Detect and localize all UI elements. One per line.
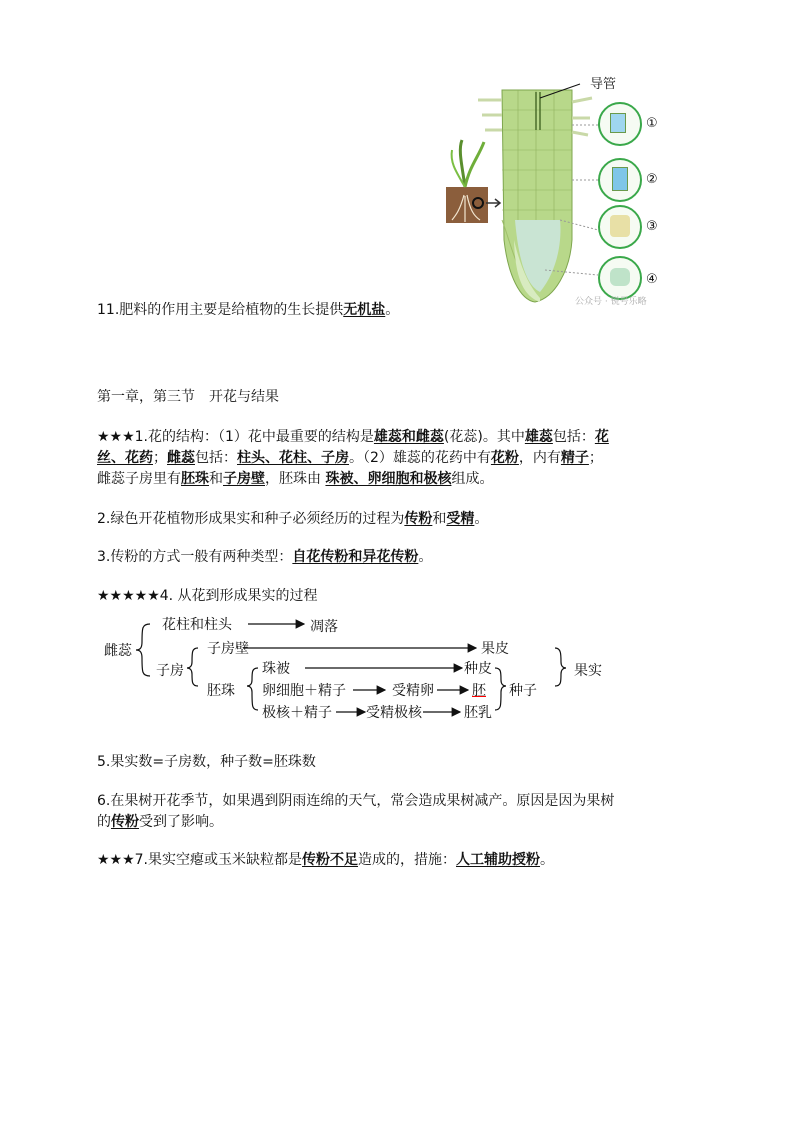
node-huazhu: 花柱和柱头 <box>162 617 232 633</box>
chapter-title: 第一章，第三节 开花与结果 <box>97 389 279 405</box>
q3-post: 。 <box>418 549 433 565</box>
q5: 5.果实数=子房数，种子数=胚珠数 <box>97 754 316 770</box>
node-zifang: 子房 <box>156 663 184 679</box>
q1-l3-mid1: 和 <box>209 471 223 487</box>
circle-label-3: ③ <box>646 219 658 234</box>
q1-l3-mid2: ，胚珠由 <box>265 471 326 487</box>
node-jihe: 极核＋精子 <box>262 705 332 721</box>
node-diaoluo: 凋落 <box>310 619 338 635</box>
q1-l1-mid1: (花蕊)。其中 <box>443 429 525 445</box>
root-tip-figure <box>440 70 680 310</box>
node-zhongpi: 种皮 <box>464 661 492 677</box>
q1-l3-b1: 胚珠 <box>181 471 209 487</box>
cell-circle-3 <box>598 205 642 249</box>
node-peiru: 胚乳 <box>464 705 492 721</box>
flower-to-fruit-diagram <box>100 612 660 722</box>
item-11 <box>97 300 399 320</box>
q1-l1-mid2: 包括： <box>552 429 595 445</box>
q1-l3-pre: 雌蕊子房里有 <box>97 471 181 487</box>
q2-mid1: 和 <box>432 511 447 527</box>
q6-line2 <box>97 812 223 832</box>
watermark: 公众号 · 锐号乐略 <box>575 297 647 307</box>
node-shoujingjihe: 受精极核 <box>366 705 422 721</box>
q7-mid1: 造成的，措施： <box>358 852 457 868</box>
cell-circle-2 <box>598 158 642 202</box>
q1-l1-b2: 雄蕊 <box>524 429 553 445</box>
node-cixin: 雌蕊 <box>104 643 132 659</box>
q1-l2-b5: 精子 <box>560 450 589 466</box>
q2-pre: 2.绿色开花植物形成果实和种子必须经历的过程为 <box>97 511 405 527</box>
q6-line1: 6.在果树开花季节，如果遇到阴雨连绵的天气，常会造成果树减产。原因是因为果树 <box>97 793 615 809</box>
q1-line1 <box>97 427 609 447</box>
q3-b1: 自花传粉和异花传粉 <box>292 549 419 565</box>
item-11-end: 。 <box>385 302 400 318</box>
q4-title: ★★★★★4. 从花到形成果实的过程 <box>97 588 318 604</box>
q1-l2-mid3: 。（2）雄蕊的花药中有 <box>349 450 491 466</box>
q7 <box>97 850 554 870</box>
circle-label-2: ② <box>646 172 658 187</box>
q1-line3 <box>97 469 493 489</box>
q1-l3-b2: 子房壁 <box>223 471 265 487</box>
q1-l2-b3: 柱头、花柱、子房 <box>237 450 349 466</box>
label-daoguan: 导管 <box>590 77 617 92</box>
q1-l2-post: ； <box>588 450 603 466</box>
item-11-text: 11.肥料的作用主要是给植物的生长提供 <box>97 302 344 318</box>
q1-l1-pre: ★★★1.花的结构：（1）花中最重要的结构是 <box>97 429 374 445</box>
q1-l1-b1: 雄蕊和雌蕊 <box>373 429 444 445</box>
node-zifangbi: 子房壁 <box>207 641 249 657</box>
node-guopi: 果皮 <box>481 641 509 657</box>
node-zhubei: 珠被 <box>262 661 290 677</box>
q1-l1-b3: 花 <box>594 429 609 445</box>
node-luanxibao: 卵细胞＋精子 <box>262 683 346 699</box>
q7-post: 。 <box>540 852 555 868</box>
q7-b1: 传粉不足 <box>302 852 359 868</box>
q1-l3-b3: 珠被、卵细胞和极核 <box>325 471 452 487</box>
q2-post: 。 <box>474 511 489 527</box>
q6-b1: 传粉 <box>111 814 139 830</box>
q6-pre2: 的 <box>97 814 111 830</box>
node-pei: 胚 <box>472 683 486 699</box>
node-guoshi: 果实 <box>574 663 602 679</box>
q2-b1: 传粉 <box>404 511 433 527</box>
q1-l2-mid2: 包括： <box>195 450 237 466</box>
q1-l2-mid4: ，内有 <box>518 450 561 466</box>
q7-pre: ★★★7.果实空瘪或玉米缺粒都是 <box>97 852 303 868</box>
q6-post2: 受到了影响。 <box>139 814 223 830</box>
q1-line2 <box>97 448 603 468</box>
q2-b2: 受精 <box>446 511 475 527</box>
q1-l2-b1: 丝、花药 <box>97 450 153 466</box>
cell-circle-1 <box>598 102 642 146</box>
q1-l2-b4: 花粉 <box>490 450 519 466</box>
circle-label-1: ① <box>646 116 658 131</box>
q7-b2: 人工辅助授粉 <box>456 852 541 868</box>
item-11-answer: 无机盐 <box>343 302 386 318</box>
circle-label-4: ④ <box>646 272 658 287</box>
q1-l3-post: 组成。 <box>451 471 494 487</box>
node-shoujingluan: 受精卵 <box>392 683 434 699</box>
q1-l2-b2: 雌蕊 <box>167 450 195 466</box>
node-pizhu: 胚珠 <box>207 683 235 699</box>
node-zhongzi: 种子 <box>509 683 537 699</box>
q3-pre: 3.传粉的方式一般有两种类型： <box>97 549 293 565</box>
q3 <box>97 547 432 567</box>
q1-l2-mid1: ； <box>153 450 167 466</box>
root-tip-illustration <box>440 70 680 310</box>
q2 <box>97 509 488 529</box>
